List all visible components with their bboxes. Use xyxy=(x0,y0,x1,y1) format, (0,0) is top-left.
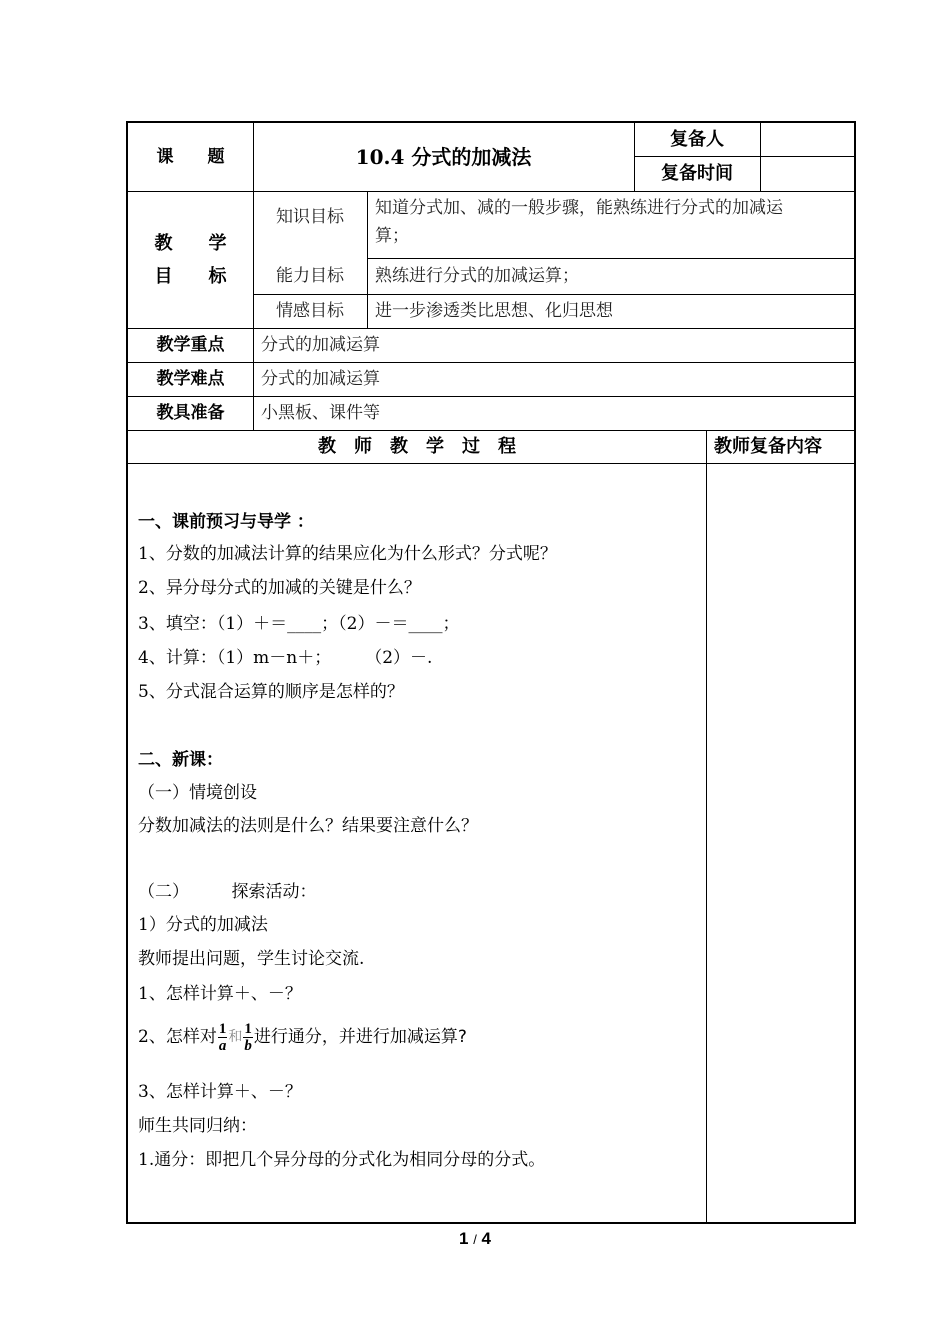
topic-label: 课 题 xyxy=(156,146,225,167)
page-number xyxy=(0,1229,950,1249)
key-point-label: 教学重点 xyxy=(156,334,225,355)
exploration-question-2-suffix: 进行通分，并进行加减运算? xyxy=(253,1027,467,1047)
review-time-label: 复备时间 xyxy=(661,163,733,184)
objectives-label-line2: 目 标 xyxy=(154,265,227,287)
ability-objective-label: 能力目标 xyxy=(276,265,344,286)
section-preview-heading: 一、课前预习与导学 ： xyxy=(138,512,314,532)
preview-question-1: 1、分数的加减法计算的结果应化为什么形式？分式呢？ xyxy=(138,544,557,564)
teaching-aids-value: 小黑板、课件等 xyxy=(261,402,380,423)
page-separator: / xyxy=(473,1232,477,1247)
fraction-one-over-a-denominator: a xyxy=(218,1037,227,1054)
teaching-process-header: 教 师 教 学 过 程 xyxy=(318,436,516,457)
summary-point-1: 1.通分：即把几个异分母的分式化为相同分母的分式。 xyxy=(138,1150,546,1170)
reviewer-label: 复备人 xyxy=(670,129,724,150)
objectives-label xyxy=(128,191,253,328)
emotion-objective-label: 情感目标 xyxy=(276,300,344,321)
reviewer-value[interactable] xyxy=(760,123,856,156)
current-page: 1 xyxy=(458,1229,469,1248)
exploration-question-3: 3、怎样计算＋、－？ xyxy=(138,1082,302,1102)
summary-heading: 师生共同归纳： xyxy=(138,1116,257,1136)
topic-title: 10.4 分式的加减法 xyxy=(355,144,532,169)
fraction-conjunction: 和 xyxy=(228,1029,243,1045)
fraction-one-over-b xyxy=(243,1021,253,1054)
exploration-heading: （二） 探索活动： xyxy=(138,882,317,902)
teaching-aids-label: 教具准备 xyxy=(156,402,225,423)
lesson-plan-table xyxy=(126,121,856,1224)
knowledge-objective-label: 知识目标 xyxy=(276,207,344,227)
knowledge-objective-line1: 知道分式加、减的一般步骤，能熟练进行分式的加减运 xyxy=(375,198,783,218)
knowledge-objective-text xyxy=(367,191,856,258)
situation-heading: （一）情境创设 xyxy=(138,783,257,803)
review-content-area[interactable] xyxy=(706,463,856,1223)
exploration-question-1: 1、怎样计算＋、－？ xyxy=(138,984,302,1004)
fraction-one-over-a-numerator: 1 xyxy=(218,1020,227,1037)
knowledge-objective-line2: 算； xyxy=(375,226,409,246)
situation-question: 分数加减法的法则是什么？结果要注意什么？ xyxy=(138,816,478,836)
total-pages: 4 xyxy=(481,1229,492,1248)
fraction-one-over-b-denominator: b xyxy=(244,1037,252,1054)
section-new-lesson-heading: 二、新课： xyxy=(138,750,223,770)
preview-question-4: 4、计算：（1）m－n＋； （2）－. xyxy=(138,648,433,668)
teacher-discussion-note: 教师提出问题，学生讨论交流. xyxy=(138,949,365,969)
emotion-objective-text: 进一步渗透类比思想、化归思想 xyxy=(375,300,613,321)
fraction-one-over-a xyxy=(218,1021,228,1054)
ability-objective-text: 熟练进行分式的加减运算； xyxy=(375,265,579,286)
difficulty-label: 教学难点 xyxy=(156,368,225,389)
fraction-add-sub-heading: 1）分式的加减法 xyxy=(138,915,268,935)
review-time-value[interactable] xyxy=(760,156,856,191)
teaching-process-content xyxy=(128,463,706,1223)
fraction-one-over-b-numerator: 1 xyxy=(244,1020,252,1037)
exploration-question-2 xyxy=(138,1015,467,1059)
preview-question-5: 5、分式混合运算的顺序是怎样的？ xyxy=(138,682,404,702)
review-content-header: 教师复备内容 xyxy=(714,436,822,457)
objectives-label-line1: 教 学 xyxy=(154,232,227,254)
preview-question-2: 2、异分母分式的加减的关键是什么？ xyxy=(138,578,421,598)
exploration-question-2-prefix: 2、怎样对 xyxy=(138,1027,217,1047)
key-point-value: 分式的加减运算 xyxy=(261,334,380,355)
difficulty-value: 分式的加减运算 xyxy=(261,368,380,389)
preview-question-3: 3、填空：（1）＋＝____；（2）－＝____； xyxy=(138,614,460,634)
